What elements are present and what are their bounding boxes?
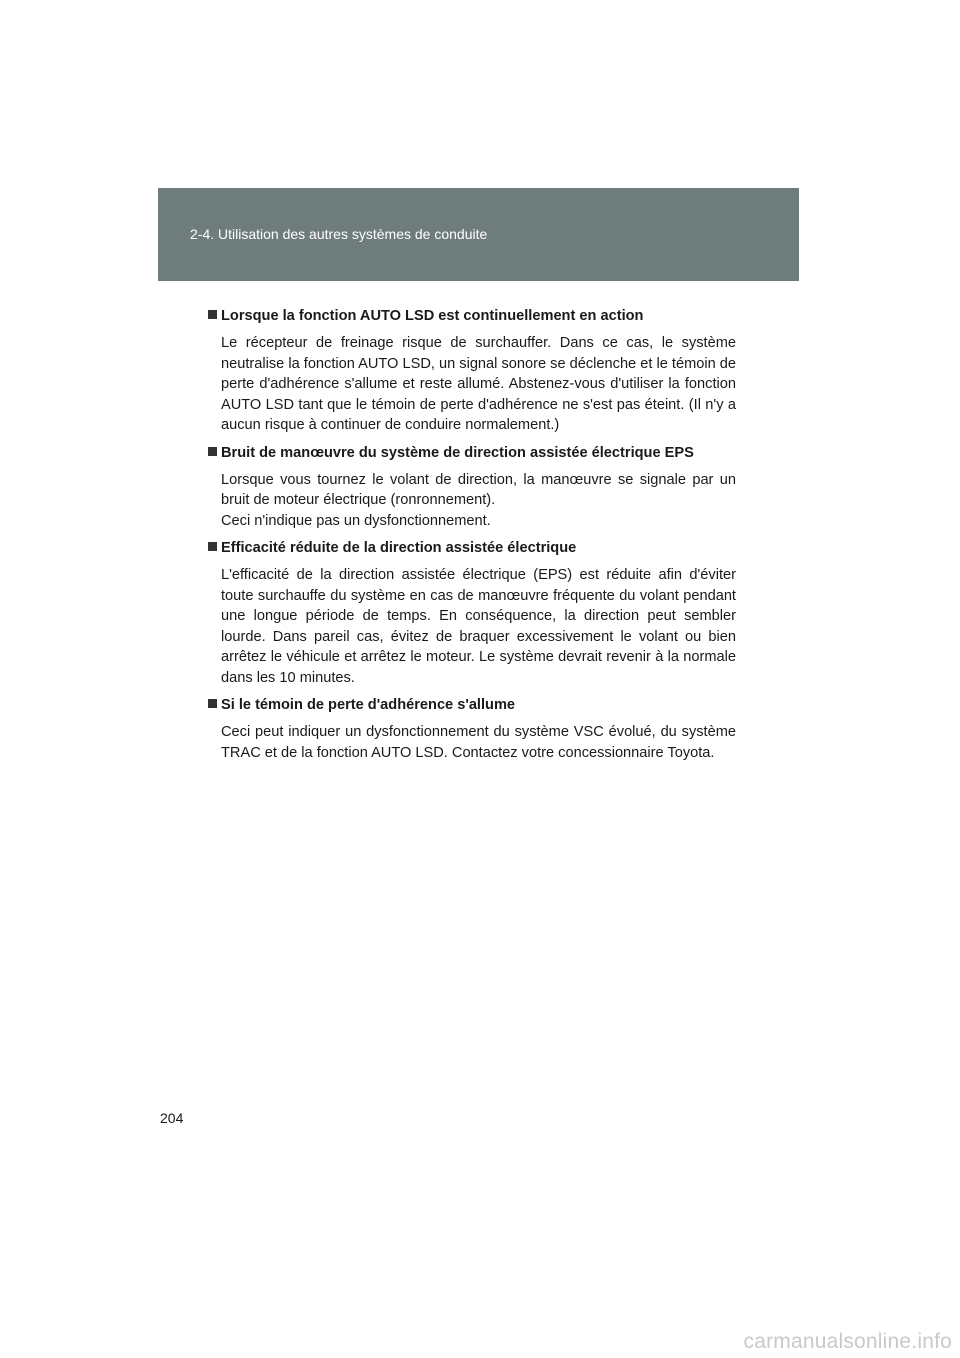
section-body-note: Ceci n'indique pas un dysfonctionnement.: [221, 512, 491, 529]
page-content: [208, 306, 736, 770]
section-heading-text: Lorsque la fonction AUTO LSD est continuellement en action: [221, 308, 644, 324]
section-body: Le récepteur de freinage risque de surchauffer. Dans ce cas, le système neutralise la fonction AUTO LSD, un signal sonore se déclenche et le témoin de perte d'adhérence s'allume et reste allumé. Abstenez-vous d'utiliser la fonction AUTO LSD tant que le témoin de perte d'adhérence ne s'est pas éteint. (Il n'y a aucun risque à continuer de conduire normalement.): [221, 335, 736, 433]
header-band: [158, 188, 799, 281]
section-body: Lorsque vous tournez le volant de direction, la manœuvre se signale par un bruit de moteur électrique (ronronnement).: [221, 471, 736, 508]
square-bullet-icon: [208, 310, 217, 319]
section-title: 2-4. Utilisation des autres systèmes de conduite: [190, 226, 488, 242]
section-body: L'efficacité de la direction assistée électrique (EPS) est réduite afin d'éviter toute surchauffe du système en cas de manœuvre fréquente du volant pendant une longue période de temps. En conséquence, la direction peut sembler lourde. Dans pareil cas, évitez de braquer excessivement le volant ou bien arrêtez le véhicule et arrêtez le moteur. Le système devrait revenir à la normale dans les 10 minutes.: [221, 567, 736, 686]
section-eps-noise: [208, 443, 736, 532]
section-heading: [208, 443, 736, 463]
section-heading-text: Si le témoin de perte d'adhérence s'allume: [221, 697, 516, 713]
square-bullet-icon: [208, 699, 217, 708]
section-body: Ceci peut indiquer un dysfonctionnement du système VSC évolué, du système TRAC et de la fonction AUTO LSD. Contactez votre concessionnaire Toyota.: [221, 724, 736, 761]
section-slip-indicator: [208, 695, 736, 763]
section-heading: [208, 538, 736, 558]
square-bullet-icon: [208, 542, 217, 551]
page-number: 204: [160, 1110, 184, 1126]
section-eps-reduced: [208, 538, 736, 688]
section-heading-text: Efficacité réduite de la direction assistée électrique: [221, 540, 577, 556]
section-heading-text: Bruit de manœuvre du système de direction assistée électrique EPS: [221, 444, 694, 461]
square-bullet-icon: [208, 447, 217, 456]
section-heading: [208, 695, 736, 715]
section-auto-lsd: [208, 306, 736, 436]
watermark: carmanualsonline.info: [743, 1330, 952, 1353]
section-heading: [208, 306, 736, 326]
